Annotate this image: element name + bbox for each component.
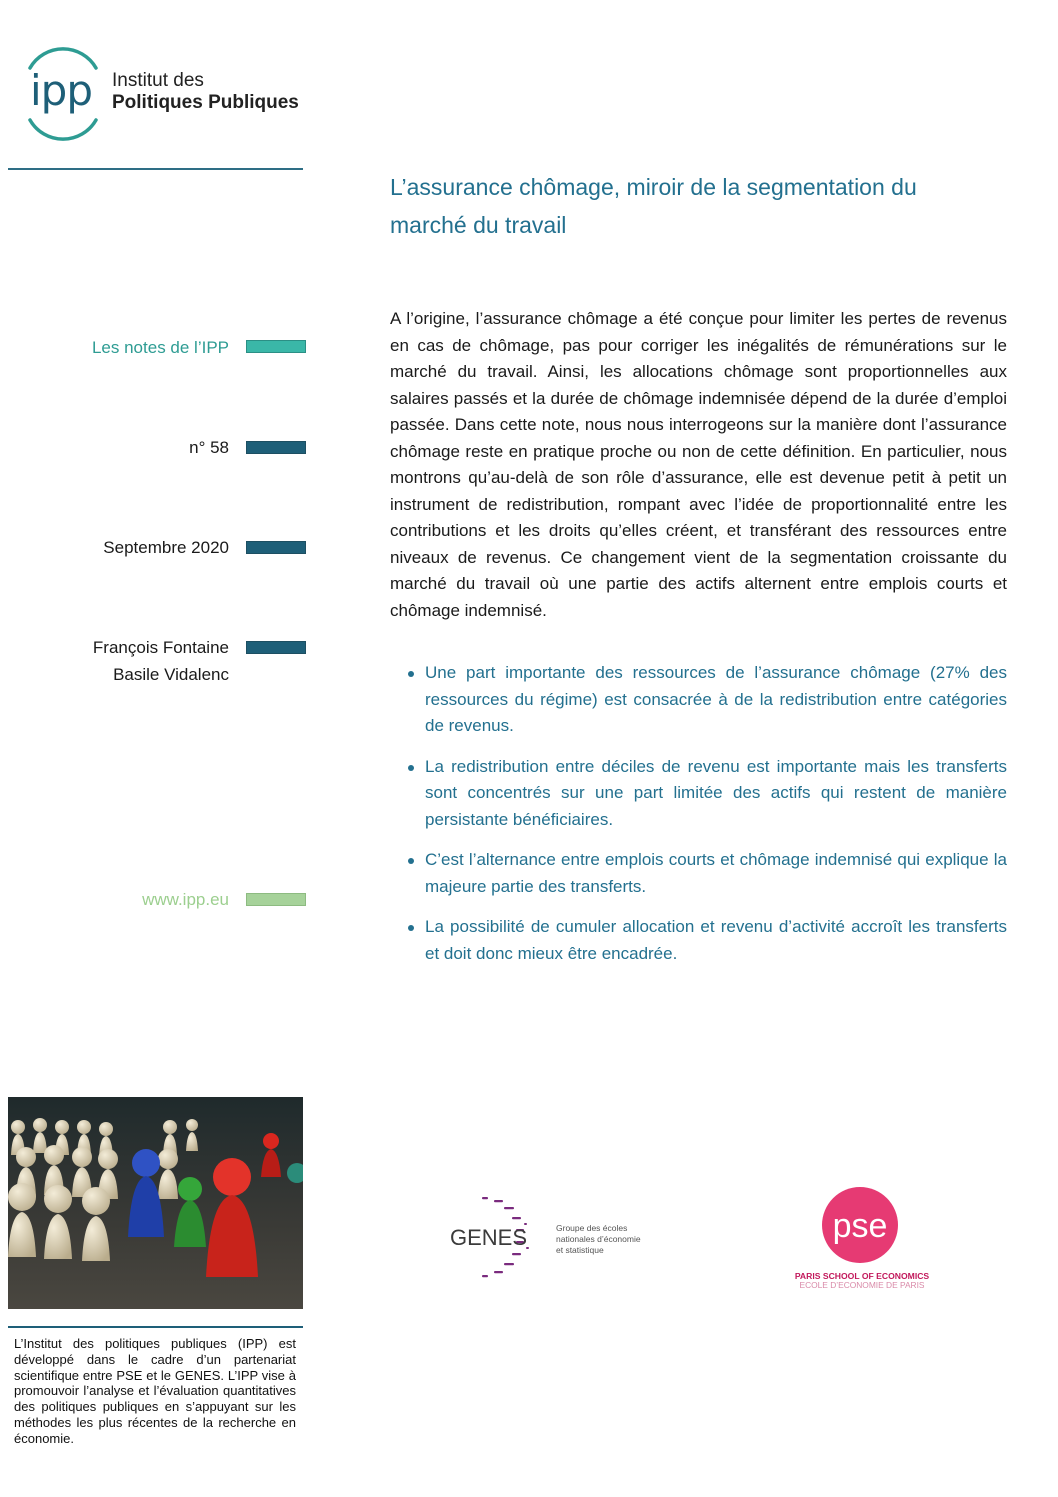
genes-name: GENES xyxy=(450,1225,528,1250)
key-point-text: La possibilité de cumuler allocation et revenu d’activité accroît les transferts et doit donc mieux être encadrée. xyxy=(425,917,1007,963)
pse-mark-icon xyxy=(790,1185,940,1293)
series-label: Les notes de l’IPP xyxy=(91,338,229,357)
header-divider xyxy=(8,168,303,170)
website-bar xyxy=(246,893,306,906)
cover-photo xyxy=(8,1097,303,1309)
pse-mark: pse xyxy=(832,1207,888,1245)
institute-name-line2: Politiques Publiques xyxy=(112,92,299,113)
key-point xyxy=(405,660,1007,740)
pawns-illustration xyxy=(8,1097,303,1309)
page-title: L’assurance chômage, miroir de la segmentation du marché du travail xyxy=(390,174,917,238)
key-point xyxy=(405,847,1007,900)
pse-line2: ECOLE D’ECONOMIE DE PARIS xyxy=(799,1280,925,1290)
pse-line1: PARIS SCHOOL OF ECONOMICS xyxy=(794,1271,930,1281)
pse-logo xyxy=(790,1185,940,1293)
genes-subtitle-1: Groupe des écoles xyxy=(556,1223,628,1233)
genes-subtitle-3: et statistique xyxy=(556,1245,604,1255)
authors-bar xyxy=(246,641,306,654)
genes-logo xyxy=(450,1193,660,1285)
key-point-text: C’est l’alternance entre emplois courts et chômage indemnisé qui explique la majeure partie des transferts. xyxy=(425,850,1007,896)
issue-bar xyxy=(246,441,306,454)
about-ipp: L’Institut des politiques publiques (IPP) est développé dans le cadre d’un partenariat scientifique entre PSE et le GENES. L’IPP vise à promouvoir l’analyse et l’évaluation quantitatives des politiques publiques en s’appuyant sur les méthodes les plus récentes de la recherche en économie. xyxy=(14,1336,296,1446)
series-bar xyxy=(246,340,306,353)
institute-name xyxy=(112,70,299,114)
publication-date: Septembre 2020 xyxy=(103,538,229,557)
author-2: Basile Vidalenc xyxy=(113,665,229,684)
key-point xyxy=(405,754,1007,834)
bullet-icon xyxy=(408,925,414,931)
genes-mark-icon xyxy=(450,1193,660,1285)
key-point-text: Une part importante des ressources de l’assurance chômage (27% des ressources du régime) est consacrée à de la redistribution entre catégories de revenus. xyxy=(425,663,1007,735)
abstract: A l’origine, l’assurance chômage a été conçue pour limiter les pertes de revenus en cas de chômage, pas pour corriger les inégalités de rémunérations sur le marché du travail. Ainsi, les allocations chômage sont proportionnelles aux salaires passés et la durée de chômage indemnisée dépend de la durée d’emploi passée. Dans cette note, nous nous interrogeons sur la manière dont l’assurance chômage reste en pratique proche ou non de cette définition. En particulier, nous montrons qu’au-delà de son rôle d’assurance, elle est devenue petit à petit un instrument de redistribution, rompant avec l’idée de proportionnalité entre les contributions et les droits qu’elles créent, et transférant des ressources entre niveaux de revenus. Ce changement vient de la segmentation croissante du marché du travail où une partie des actifs alternent entre emplois courts et chômage indemnisé. xyxy=(390,309,1007,620)
genes-subtitle-2: nationales d’économie xyxy=(556,1234,641,1244)
key-point-text: La redistribution entre déciles de revenu est importante mais les transferts sont concentrés sur une part limitée des actifs qui restent de manière persistante bénéficiaires. xyxy=(425,756,1007,829)
bullet-icon xyxy=(408,671,414,677)
ipp-logo xyxy=(22,42,104,146)
logo-letters: ipp xyxy=(30,66,92,115)
institute-name-line1: Institut des xyxy=(112,70,204,91)
bullet-icon xyxy=(408,858,414,864)
author-1: François Fontaine xyxy=(92,638,229,657)
about-divider xyxy=(8,1326,303,1328)
key-point xyxy=(405,914,1007,967)
website-link[interactable]: www.ipp.eu xyxy=(142,890,229,909)
bullet-icon xyxy=(408,765,414,771)
date-bar xyxy=(246,541,306,554)
key-points-list xyxy=(405,660,1007,981)
issue-number: n° 58 xyxy=(189,438,229,457)
